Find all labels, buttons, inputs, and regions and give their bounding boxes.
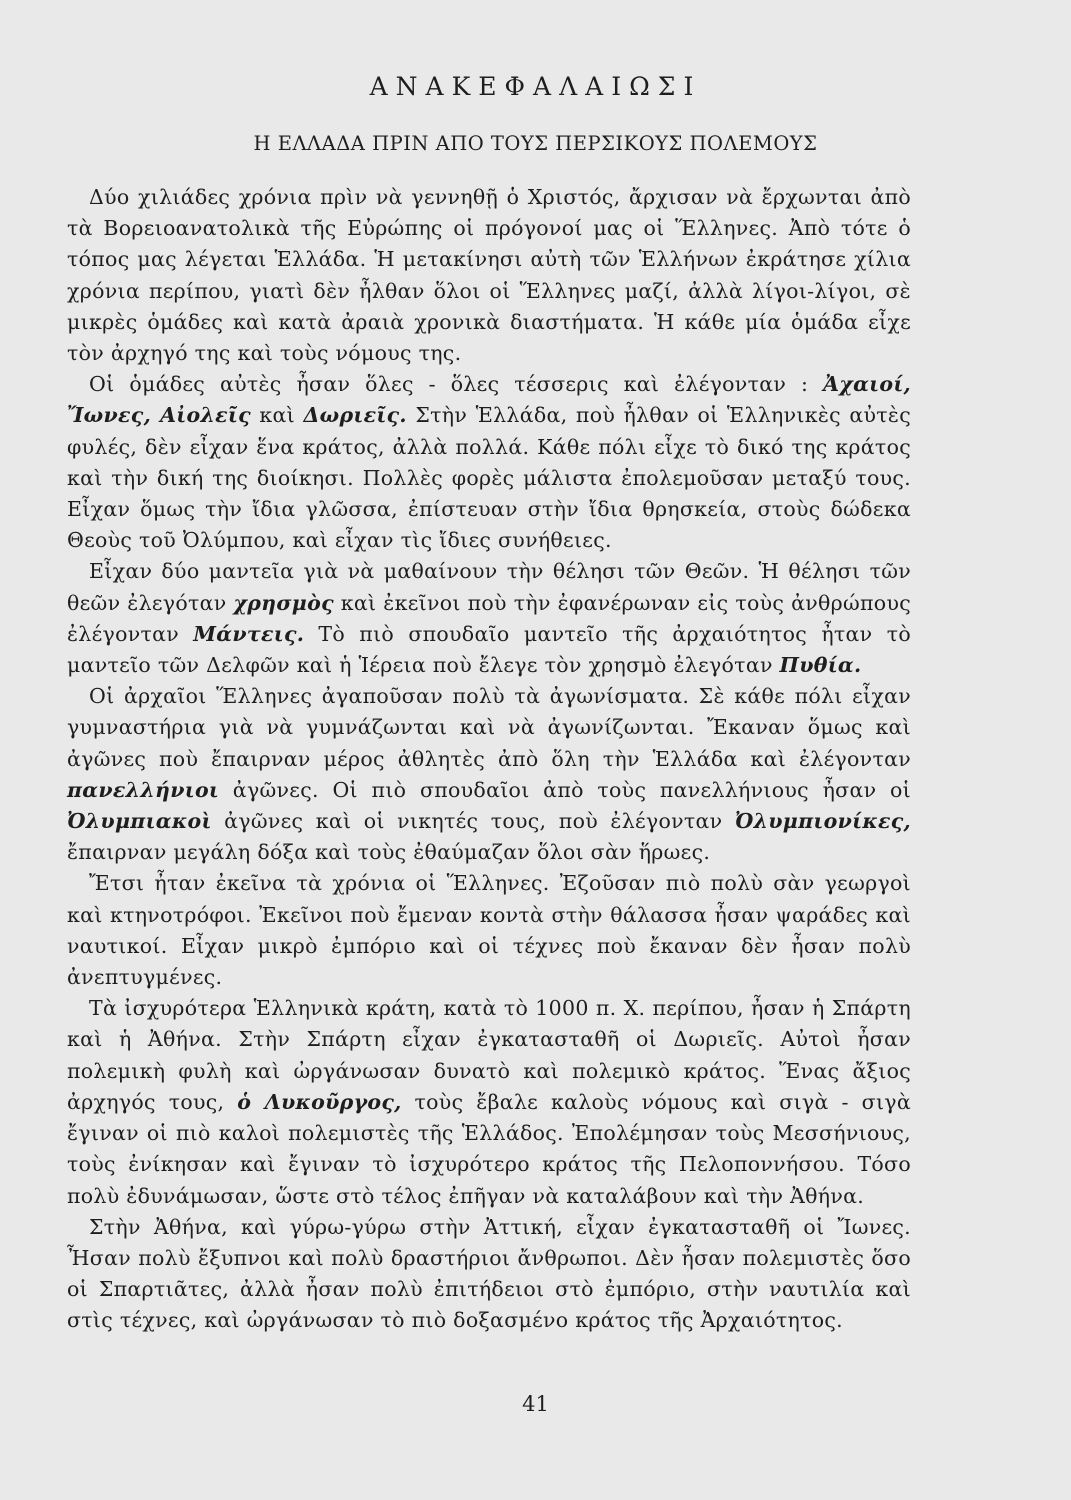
text-segment: ἔπαιρναν μεγάλη δόξα καὶ τοὺς ἐθαύμαζαν ὅλοι σὰν ἥρωες.: [67, 840, 711, 865]
text-segment: ἀγῶνες καὶ οἱ νικητές τους, ποὺ ἐλέγονταν: [211, 809, 735, 834]
emphasis-term: χρησμὸς: [233, 590, 334, 615]
text-segment: Ἔτσι ἦταν ἐκεῖνα τὰ χρόνια οἱ Ἕλληνες. Ἐζοῦσαν πιὸ πολὺ σὰν γεωργοὶ καὶ κτηνοτρόφοι. Ἐκεῖνοι ποὺ ἔμεναν κοντὰ στὴν θάλασσα ἦσαν ψαράδες καὶ ναυτικοί. Εἶχαν μικρὸ ἐμπόριο καὶ οἱ τέχνες ποὺ ἔκαναν δὲν ἦσαν πολὺ ἀνεπτυγμένες.: [67, 871, 911, 990]
emphasis-term: πανελλήνιοι: [67, 777, 220, 802]
text-segment: Οἱ ἀρχαῖοι Ἕλληνες ἀγαποῦσαν πολὺ τὰ ἀγωνίσματα. Σὲ κάθε πόλι εἶχαν γυμναστήρια γιὰ νὰ γυμνάζωνται καὶ νὰ ἀγωνίζωνται. Ἔκαναν ὅμως καὶ ἀγῶνες ποὺ ἔπαιρναν μέρος ἀθλητὲς ἀπὸ ὅλη τὴν Ἑλλάδα καὶ ἐλέγονταν: [67, 684, 911, 771]
paragraph-games: [67, 681, 911, 868]
emphasis-term: Ὀλυμπιονίκες,: [734, 809, 911, 834]
emphasis-term: Πυθία.: [779, 653, 862, 678]
text-segment: τοὺς ἔβαλε καλοὺς νόμους καὶ σιγὰ - σιγὰ ἔγιναν οἱ πιὸ καλοὶ πολεμιστὲς τῆς Ἑλλάδος. Ἐπολέμησαν τοὺς Μεσσήνιους, τοὺς ἐνίκησαν καὶ ἔγιναν τὸ ἰσχυρότερο κράτος τῆς Πελοποννήσου. Τόσο πολὺ ἐδυνάμωσαν, ὥστε στὸ τέλος ἐπῆγαν νὰ καταλάβουν καὶ τὴν Ἀθήνα.: [67, 1089, 911, 1208]
page-title: ΑΝΑΚΕΦΑΛΑΙΩΣΙ: [369, 72, 702, 101]
text-segment: Εἶχαν δύο μαντεῖα γιὰ νὰ μαθαίνουν τὴν θέλησι τῶν Θεῶν. Ἡ θέλησι τῶν θεῶν ἐλεγόταν: [67, 559, 911, 615]
paragraph-oracles: [67, 556, 911, 681]
text-segment: Οἱ ὁμάδες αὐτὲς ἦσαν ὅλες - ὅλες τέσσερις καὶ ἐλέγονταν :: [89, 372, 824, 397]
section-subtitle: Η ΕΛΛΑΔΑ ΠΡΙΝ ΑΠΟ ΤΟΥΣ ΠΕΡΣΙΚΟΥΣ ΠΟΛΕΜΟΥΣ: [253, 132, 818, 155]
paragraph-tribes: [67, 369, 911, 556]
paragraph-migration: [67, 182, 911, 369]
text-segment: Τὰ ἰσχυρότερα Ἑλληνικὰ κράτη, κατὰ τὸ 1000 π. Χ. περίπου, ἦσαν ἡ Σπάρτη καὶ ἡ Ἀθήνα. Στὴν Σπάρτη εἶχαν ἐγκατασταθῆ οἱ Δωριεῖς. Αὐτοὶ ἦσαν πολεμικὴ φυλὴ καὶ ὠργάνωσαν δυνατὸ καὶ πολεμικὸ κράτος. Ἕνας ἄξιος ἀρχηγός τους,: [67, 996, 911, 1114]
text-segment: καὶ: [250, 403, 304, 428]
body-text: [67, 182, 911, 1337]
text-segment: Στὴν Ἑλλάδα, ποὺ ἦλθαν οἱ Ἑλληνικὲς αὐτὲς φυλές, δὲν εἶχαν ἕνα κράτος, ἀλλὰ πολλά. Κάθε πόλι εἶχε τὸ δικό της κράτος καὶ τὴν δική της διοίκησι. Πολλὲς φορὲς μάλιστα ἐπολεμοῦσαν μεταξύ τους. Εἶχαν ὅμως τὴν ἴδια γλῶσσα, ἐπίστευαν στὴν ἴδια θρησκεία, στοὺς δώδεκα Θεοὺς τοῦ Ὀλύμπου, καὶ εἶχαν τὶς ἴδιες συνήθειες.: [67, 403, 911, 553]
text-segment: ἀγῶνες. Οἱ πιὸ σπουδαῖοι ἀπὸ τοὺς πανελλήνιους ἦσαν οἱ: [219, 777, 911, 802]
paragraph-daily-life: [67, 868, 911, 993]
text-segment: Δύο χιλιάδες χρόνια πρὶν νὰ γεννηθῇ ὁ Χριστός, ἄρχισαν νὰ ἔρχωνται ἀπὸ τὰ Βορειοανατολικὰ τῆς Εὐρώπης οἱ πρόγονοί μας οἱ Ἕλληνες. Ἀπὸ τότε ὁ τόπος μας λέγεται Ἑλλάδα. Ἡ μετακίνησι αὐτὴ τῶν Ἑλλήνων ἐκράτησε χίλια χρόνια περίπου, γιατὶ δὲν ἦλθαν ὅλοι οἱ Ἕλληνες μαζί, ἀλλὰ λίγοι-λίγοι, σὲ μικρὲς ὁμάδες καὶ κατὰ ἀραιὰ χρονικὰ διαστήματα. Ἡ κάθε μία ὁμάδα εἶχε τὸν ἀρχηγό της καὶ τοὺς νόμους της.: [67, 185, 911, 366]
text-segment: Τὸ πιὸ σπουδαῖο μαντεῖο τῆς ἀρχαιότητος ἦταν τὸ μαντεῖο τῶν Δελφῶν καὶ ἡ Ἱέρεια ποὺ ἔλεγε τὸν χρησμὸ ἐλεγόταν: [67, 621, 911, 678]
emphasis-term: Ὀλυμπιακοὶ: [67, 809, 212, 834]
text-segment: καὶ ἐκεῖνοι ποὺ τὴν ἐφανέρωναν εἰς τοὺς ἀνθρώπους ἐλέγονταν: [67, 590, 911, 646]
emphasis-term: ὁ Λυκοῦργος,: [237, 1089, 402, 1114]
paragraph-sparta: [67, 993, 911, 1211]
emphasis-term: Δωριεῖς.: [303, 403, 407, 428]
emphasis-term: Ἀχαιοί, Ἴωνες, Αἰολεῖς: [67, 372, 911, 428]
paragraph-athens: [67, 1212, 911, 1337]
emphasis-term: Μάντεις.: [193, 621, 305, 646]
text-segment: Στὴν Ἀθήνα, καὶ γύρω-γύρω στὴν Ἀττική, εἶχαν ἐγκατασταθῆ οἱ Ἴωνες. Ἦσαν πολὺ ἔξυπνοι καὶ πολὺ δραστήριοι ἄνθρωποι. Δὲν ἦσαν πολεμιστὲς ὅσο οἱ Σπαρτιᾶτες, ἀλλὰ ἦσαν πολὺ ἐπιτήδειοι στὸ ἐμπόριο, στὴν ναυτιλία καὶ στὶς τέχνες, καὶ ὠργάνωσαν τὸ πιὸ δοξασμένο κράτος τῆς Ἀρχαιότητος.: [67, 1214, 911, 1333]
page-number: 41: [522, 1392, 549, 1416]
